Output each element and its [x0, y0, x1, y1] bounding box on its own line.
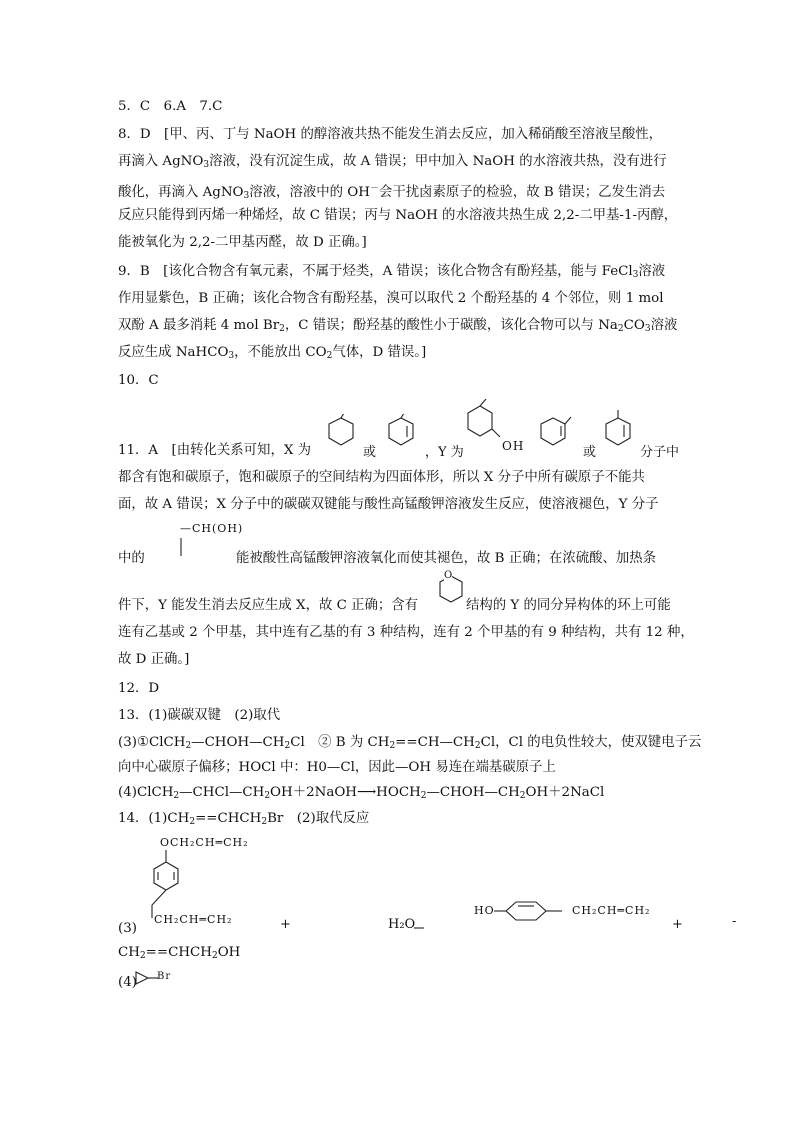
reaction-arrow-stub-icon	[414, 926, 426, 930]
or-text-2: 或	[583, 445, 597, 460]
y-structure-methylcyclohexanol-icon	[460, 399, 508, 451]
answer-11-y-text: ，Y 为	[425, 445, 464, 460]
plus-sign-1: +	[280, 917, 291, 932]
answer-11-line-3: 面，故 A 错误；X 分子中的碳碳双键能与酸性高锰酸钾溶液发生反应，使溶液褪色，Y 分子	[118, 497, 659, 512]
answer-11-line-6: 连有乙基或 2 个甲基，其中连有乙基的有 3 种结构，连有 2 个甲基的有 9 种结构，共有 12 种，	[118, 625, 694, 640]
product-chain-label: CH₂CH═CH₂	[572, 904, 651, 917]
answer-14-line-1: 14．$(1)CH_2==CHCH_2Br$ (2)取代反应	[118, 811, 370, 827]
oh-label: OH	[502, 439, 525, 453]
answer-13-line-4: $(4)ClCH_2—CHCl—CH_2OH+2NaOH⟶HOCH_2—CHOH—CH_2OH+2NaCl$	[118, 785, 605, 801]
ch-oh-fragment: —CH(OH)	[180, 522, 244, 535]
water-label: H₂O	[388, 917, 416, 932]
answer-11-line-5b: 结构的 Y 的同分异构体的环上可能	[466, 598, 671, 613]
eq-3-label: (3)	[118, 921, 137, 936]
x-structure-methylcyclohexene-1-icon	[323, 414, 361, 456]
answer-11-line-4a: 中的	[118, 551, 145, 566]
allyl-ether-label: OCH₂CH═CH₂	[160, 836, 249, 849]
answer-8-line-3: 酸化，再滴入 AgNO$_3$溶液，溶液中的 OH－会干扰卤素原子的检验，故 B 错误；乙发生消去	[118, 184, 666, 201]
answer-8-line-4: 反应只能得到丙烯一种烯烃，故 C 错误；丙与 NaOH 的水溶液共热生成 2,2-二甲基-1-丙醇，	[118, 208, 678, 223]
x-structure-methylcyclohexene-2-icon	[383, 414, 421, 456]
ring-oxygen-label: O	[444, 570, 453, 581]
or-text-1: 或	[363, 445, 377, 460]
answer-11-line-2: 都含有饱和碳原子，饱和碳原子的空间结构为四面体形，所以 X 分子中所有碳原子不能共	[118, 470, 645, 485]
answer-11-line-1-text-end: 分子中	[640, 445, 680, 460]
answer-13-line-3: 向中心碳原子偏移；HOCl 中：H0—Cl，因此—OH 易连在端基碳原子上	[118, 760, 556, 775]
trailing-dash: -	[732, 914, 737, 929]
allyl-chain-label: CH₂CH═CH₂	[154, 913, 233, 926]
allyl-phenyl-ether-ring-icon	[130, 850, 190, 920]
allyl-alcohol-line: $CH_2==CHCH_2OH$	[118, 945, 241, 961]
answer-11-line-4b: 能被酸性高锰酸钾溶液氧化而使其褪色，故 B 正确；在浓硫酸、加热条	[236, 551, 657, 566]
answer-8-line-5: 能被氧化为 2,2-二甲基丙醛，故 D 正确。]	[118, 235, 367, 250]
ho-label: HO	[474, 904, 495, 917]
structure-methylcyclohexene-4-icon	[600, 410, 638, 454]
answer-14-4-label: (4)	[118, 975, 137, 990]
answer-8-line-1: 8．D [甲、丙、丁与 NaOH 的醇溶液共热不能发生消去反应，加入稀硝酸至溶液呈酸性，	[118, 127, 663, 142]
answer-12: 12．D	[118, 681, 160, 696]
fragment-bond-line	[179, 538, 183, 558]
answer-9-line-2: 作用显紫色，B 正确；该化合物含有酚羟基，溴可以取代 2 个酚羟基的 4 个邻位，则 1 mol	[118, 291, 664, 306]
answer-8-line-2: 再滴入 AgNO$_3$溶液，没有沉淀生成，故 A 错误；甲中加入 NaOH 的水溶液共热，没有进行	[118, 154, 667, 170]
answer-13-line-1: 13．(1)碳碳双键 (2)取代	[118, 708, 281, 723]
structure-methylcyclohexene-3-icon	[535, 414, 573, 456]
answer-9-line-3: 双酚 A 最多消耗 4 mol $Br_2$，C 错误；酚羟基的酸性小于碳酸，该化合物可以与 $Na_2CO_3$溶液	[118, 318, 678, 334]
answer-11-line-7: 故 D 正确。]	[118, 652, 190, 667]
plus-sign-2: +	[672, 917, 683, 932]
answer-line-5-7: 5．C 6.A 7.C	[118, 99, 223, 114]
answer-9-line-1: 9．B [该化合物含有氧元素，不属于烃类，A 错误；该化合物含有酚羟基，能与 FeCl$_3$溶液	[118, 264, 666, 280]
answer-9-line-4: 反应生成 NaHCO$_3$，不能放出 $CO_2$气体，D 错误。]	[118, 345, 427, 361]
answer-10: 10．C	[118, 373, 159, 388]
para-substituted-benzene-icon	[494, 898, 574, 926]
answer-11-line-1-text-a: 11．A [由转化关系可知，X 为	[118, 443, 312, 458]
answer-13-line-2: $(3)①ClCH_2—CHOH—CH_2Cl$ ② B 为 $CH_2==CH—CH_2Cl$，Cl 的电负性较大，使双键电子云	[118, 735, 702, 751]
bromine-label: Br	[157, 971, 172, 982]
answer-11-line-5a: 件下，Y 能发生消去反应生成 X，故 C 正确；含有	[118, 598, 419, 613]
